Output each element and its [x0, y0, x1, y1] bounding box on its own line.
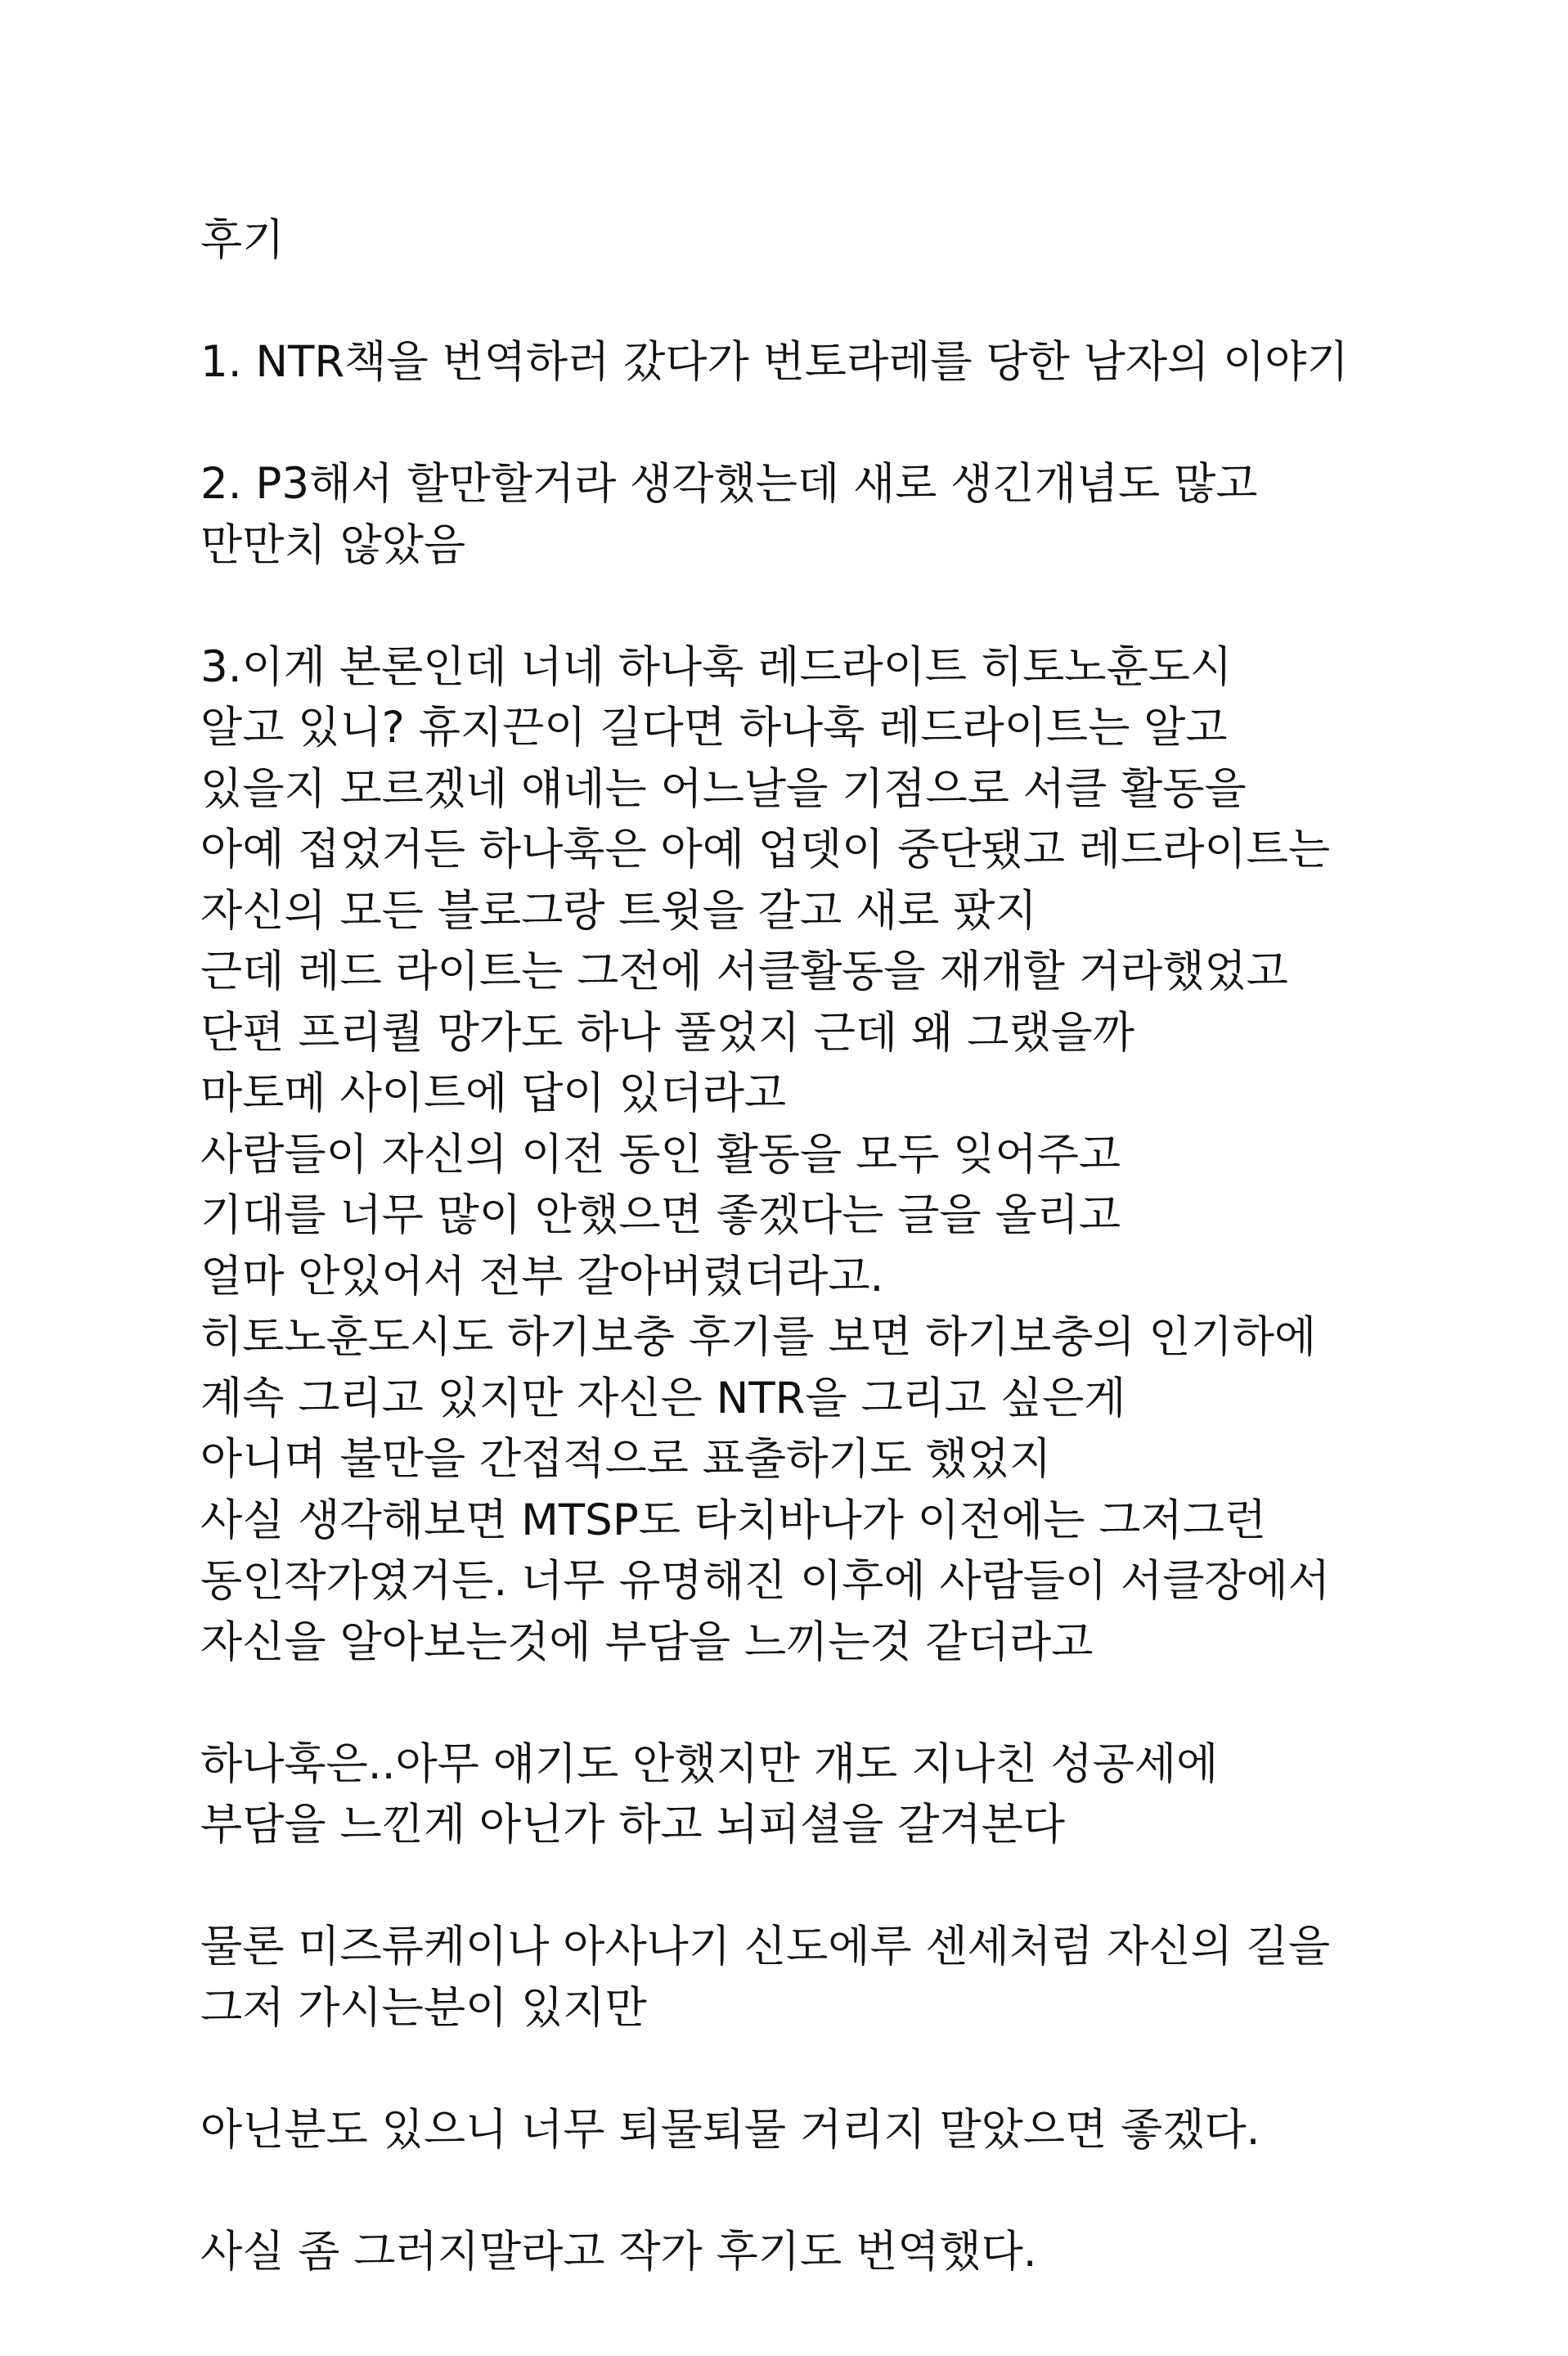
paragraph-item-2	[200, 454, 1525, 576]
text-line: 자신을 알아보는것에 부담을 느끼는것 같더라고	[200, 1616, 1094, 1667]
spacer	[200, 2160, 1525, 2222]
text-line: 근데 레드 라이트는 그전에 서클활동을 재개할 거라했었고	[200, 946, 1288, 996]
paragraph-hanahook	[200, 1734, 1525, 1856]
text-line: 기대를 너무 많이 안했으면 좋겠다는 글을 올리고	[200, 1190, 1121, 1240]
spacer	[200, 1856, 1525, 1918]
text-line: 사실 생각해보면 MTSP도 타치바나가 이전에는 그저그런	[200, 1495, 1267, 1545]
spacer	[200, 1673, 1525, 1734]
paragraph-mizuryu	[200, 1917, 1525, 2039]
paragraph-last: 사실 좀 그러지말라고 작가 후기도 번역했다.	[200, 2226, 1037, 2277]
text-line: 알고 있니? 휴지끈이 길다면 하나훅 레드라이트는 알고	[200, 703, 1228, 753]
text-line: 아니며 불만을 간접적으로 표출하기도 했었지	[200, 1434, 1052, 1484]
text-line: 히토노훈도시도 하기보충 후기를 보면 하기보충의 인기하에	[200, 1312, 1317, 1362]
text-line: 마토메 사이트에 답이 있더라고	[200, 1068, 787, 1118]
document-body	[200, 210, 1525, 2282]
spacer	[200, 272, 1525, 333]
text-line: 자신의 모든 블로그랑 트윗을 갈고 새로 팠지	[200, 885, 1037, 936]
text-line: 3.이게 본론인데 너네 하나훅 레드라이트 히토노훈도시	[200, 641, 1233, 692]
text-line: 있을지 모르겠네 얘네는 어느날을 기점으로 서클 활동을	[200, 763, 1247, 814]
text-line: 얼마 안있어서 전부 갈아버렸더라고.	[200, 1251, 884, 1302]
text-line: 2. P3해서 할만할거라 생각했는데 새로 생긴개념도 많고	[200, 459, 1258, 509]
text-line: 아예 접었거든 하나훅은 아예 업뎃이 중단됐고 레드라이트는	[200, 825, 1331, 875]
spacer	[200, 393, 1525, 455]
spacer	[200, 576, 1525, 637]
spacer	[200, 2039, 1525, 2100]
text-line: 단편 프리퀄 망가도 하나 풀었지 근데 왜 그랬을까	[200, 1007, 1134, 1058]
paragraph-item-3	[200, 637, 1525, 1674]
text-line: 사람들이 자신의 이전 동인 활동을 모두 잊어주고	[200, 1129, 1121, 1180]
text-line: 그저 가시는분이 있지만	[200, 1982, 647, 2033]
text-line: 계속 그리고 있지만 자신은 NTR을 그리고 싶은게	[200, 1373, 1126, 1423]
paragraph-others: 아닌분도 있으니 너무 퇴물퇴물 거리지 말았으면 좋겠다.	[200, 2104, 1260, 2155]
text-line: 하나훅은..아무 얘기도 안했지만 걔도 지나친 성공세에	[200, 1738, 1219, 1789]
text-line: 만만치 않았음	[200, 519, 466, 570]
text-line: 부담을 느낀게 아닌가 하고 뇌피셜을 갈겨본다	[200, 1800, 1065, 1850]
paragraph-item-1: 1. NTR책을 번역하러 갔다가 번토라레를 당한 남자의 이야기	[200, 337, 1349, 387]
text-line: 물론 미즈류케이나 아사나기 신도에루 센세처럼 자신의 길을	[200, 1922, 1331, 1972]
text-line: 동인작가였거든. 너무 유명해진 이후에 사람들이 서클장에서	[200, 1556, 1331, 1606]
document-title: 후기	[200, 215, 285, 265]
